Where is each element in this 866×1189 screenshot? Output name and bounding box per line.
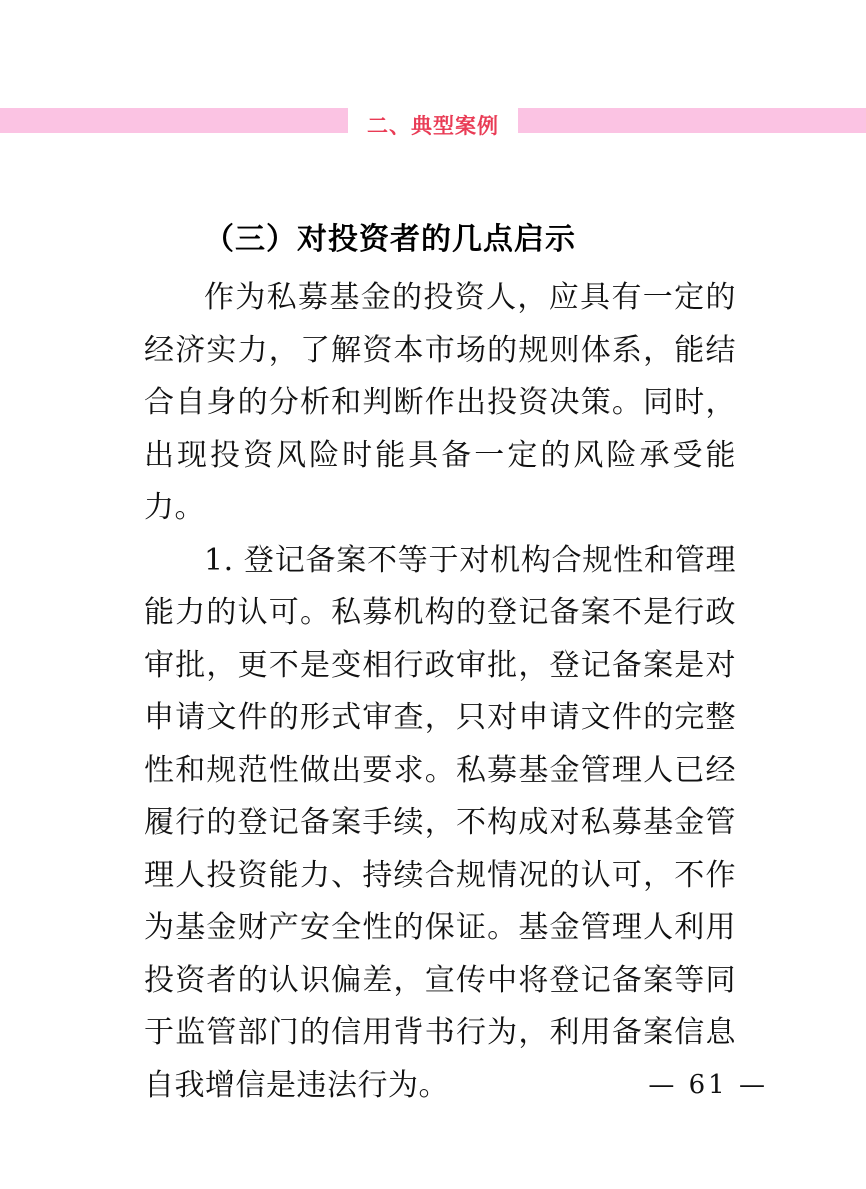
- chapter-header-bar: [0, 108, 866, 138]
- page-content: [144, 220, 736, 1112]
- section-heading: （三）对投资者的几点启示: [204, 222, 576, 257]
- chapter-title: 二、典型案例: [348, 108, 518, 139]
- paragraph-intro: 作为私募基金的投资人，应具有一定的经济实力，了解资本市场的规则体系，能结合自身的分析和判断作出投资决策。同时，出现投资风险时能具备一定的风险承受能力。: [144, 280, 736, 525]
- paragraph-point-1: 1. 登记备案不等于对机构合规性和管理能力的认可。私募机构的登记备案不是行政审批，更不是变相行政审批，登记备案是对申请文件的形式审查，只对申请文件的完整性和规范性做出要求。私募基金管理人已经履行的登记备案手续，不构成对私募基金管理人投资能力、持续合规情况的认可，不作为基金财产安全性的保证。基金管理人利用投资者的认识偏差，宣传中将登记备案等同于监管部门的信用背书行为，利用备案信息自我增信是违法行为。: [144, 542, 736, 1103]
- page-number: — 61 —: [648, 1070, 768, 1100]
